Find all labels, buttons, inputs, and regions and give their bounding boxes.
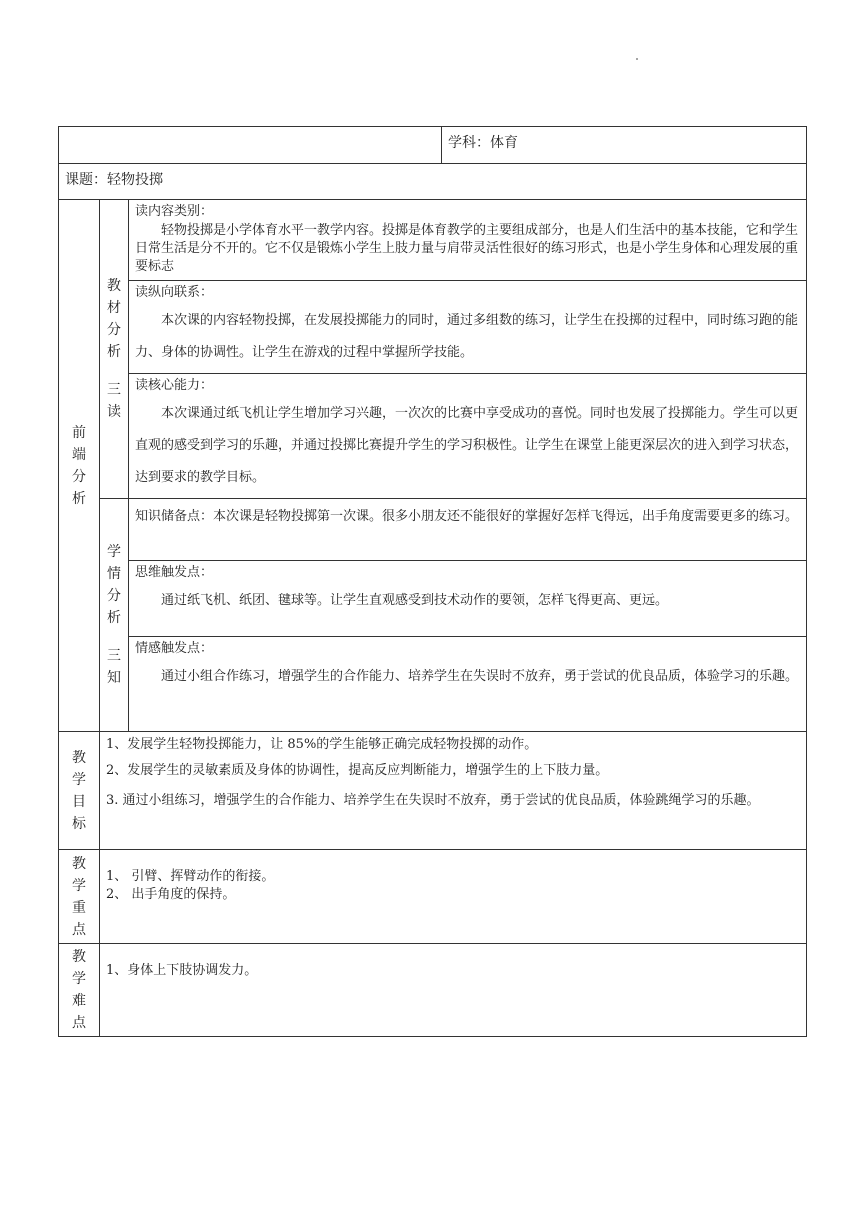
goals-cell <box>100 732 807 850</box>
key-points-row <box>59 850 807 944</box>
goals-row <box>59 732 807 850</box>
core-ability-text: 本次课通过纸飞机让学生增加学习兴趣，一次次的比赛中享受成功的喜悦。同时也发展了投掷能力。学生可以更直观的感受到学习的乐趣，并通过投掷比赛提升学生的学习积极性。让学生在课堂上能更深层次的进入到学习状态，达到要求的教学目标。 <box>135 406 799 485</box>
thinking-text: 通过纸飞机、纸团、毽球等。让学生直观感受到技术动作的要领，怎样飞得更高、更远。 <box>161 593 669 608</box>
emotion-heading: 情感触发点： <box>135 641 214 656</box>
vertical-link-heading: 读纵向联系： <box>135 285 214 300</box>
thinking-heading: 思维触发点： <box>135 565 214 580</box>
key-point-item: 2、 出手角度的保持。 <box>106 887 236 902</box>
knowledge-row <box>59 499 807 561</box>
vertical-link-cell <box>129 281 807 374</box>
learner-analysis-label: 学 情 分 析 三 知 <box>100 499 129 732</box>
subject-cell: 学科：体育 <box>442 127 807 164</box>
knowledge-text: 知识储备点：本次课是轻物投掷第一次课。很多小朋友还不能很好的掌握好怎样飞得远，出手角度需要更多的练习。 <box>135 509 799 524</box>
key-points-label: 教 学 重 点 <box>59 850 100 944</box>
content-category-row <box>59 200 807 281</box>
vertical-link-text: 本次课的内容轻物投掷，在发展投掷能力的同时，通过多组数的练习，让学生在投掷的过程中，同时练习跑的能力、身体的协调性。让学生在游戏的过程中掌握所学技能。 <box>135 313 799 360</box>
emotion-row <box>59 637 807 732</box>
goal-item: 1、发展学生轻物投掷能力，让 85%的学生能够正确完成轻物投掷的动作。 <box>106 737 538 752</box>
difficulty-item: 1、身体上下肢协调发力。 <box>106 963 258 978</box>
topic-row <box>59 164 807 200</box>
material-analysis-label: 教 材 分 析 三 读 <box>100 200 129 499</box>
emotion-cell <box>129 637 807 732</box>
content-category-heading: 读内容类别： <box>135 204 214 219</box>
core-ability-heading: 读核心能力： <box>135 378 214 393</box>
difficulties-label: 教 学 难 点 <box>59 944 100 1037</box>
goal-item: 3. 通过小组练习，增强学生的合作能力、培养学生在失误时不放弃，勇于尝试的优良品质，体验跳绳学习的乐趣。 <box>106 793 760 808</box>
difficulties-row <box>59 944 807 1037</box>
knowledge-cell <box>129 499 807 561</box>
lesson-plan-table <box>58 126 807 1037</box>
key-points-cell <box>100 850 807 944</box>
emotion-text: 通过小组合作练习，增强学生的合作能力、培养学生在失误时不放弃，勇于尝试的优良品质，体验学习的乐趣。 <box>161 669 799 684</box>
subject-row <box>59 127 807 164</box>
content-category-cell <box>129 200 807 281</box>
blank-cell <box>59 127 442 164</box>
page-dot <box>636 58 638 60</box>
goals-label: 教 学 目 标 <box>59 732 100 850</box>
front-analysis-label: 前 端 分 析 <box>59 200 100 732</box>
core-ability-cell <box>129 374 807 499</box>
goal-item: 2、发展学生的灵敏素质及身体的协调性，提高反应判断能力，增强学生的上下肢力量。 <box>106 763 609 778</box>
key-point-item: 1、 引臂、挥臂动作的衔接。 <box>106 869 275 884</box>
thinking-cell <box>129 561 807 637</box>
difficulties-cell <box>100 944 807 1037</box>
core-ability-row <box>59 374 807 499</box>
topic-cell: 课题：轻物投掷 <box>59 164 807 200</box>
thinking-row <box>59 561 807 637</box>
vertical-link-row <box>59 281 807 374</box>
content-category-text: 轻物投掷是小学体育水平一教学内容。投掷是体育教学的主要组成部分，也是人们生活中的基本技能，它和学生日常生活是分不开的。它不仅是锻炼小学生上肢力量与肩带灵活性很好的练习形式，也是小学生身体和心理发展的重要标志 <box>135 223 799 274</box>
